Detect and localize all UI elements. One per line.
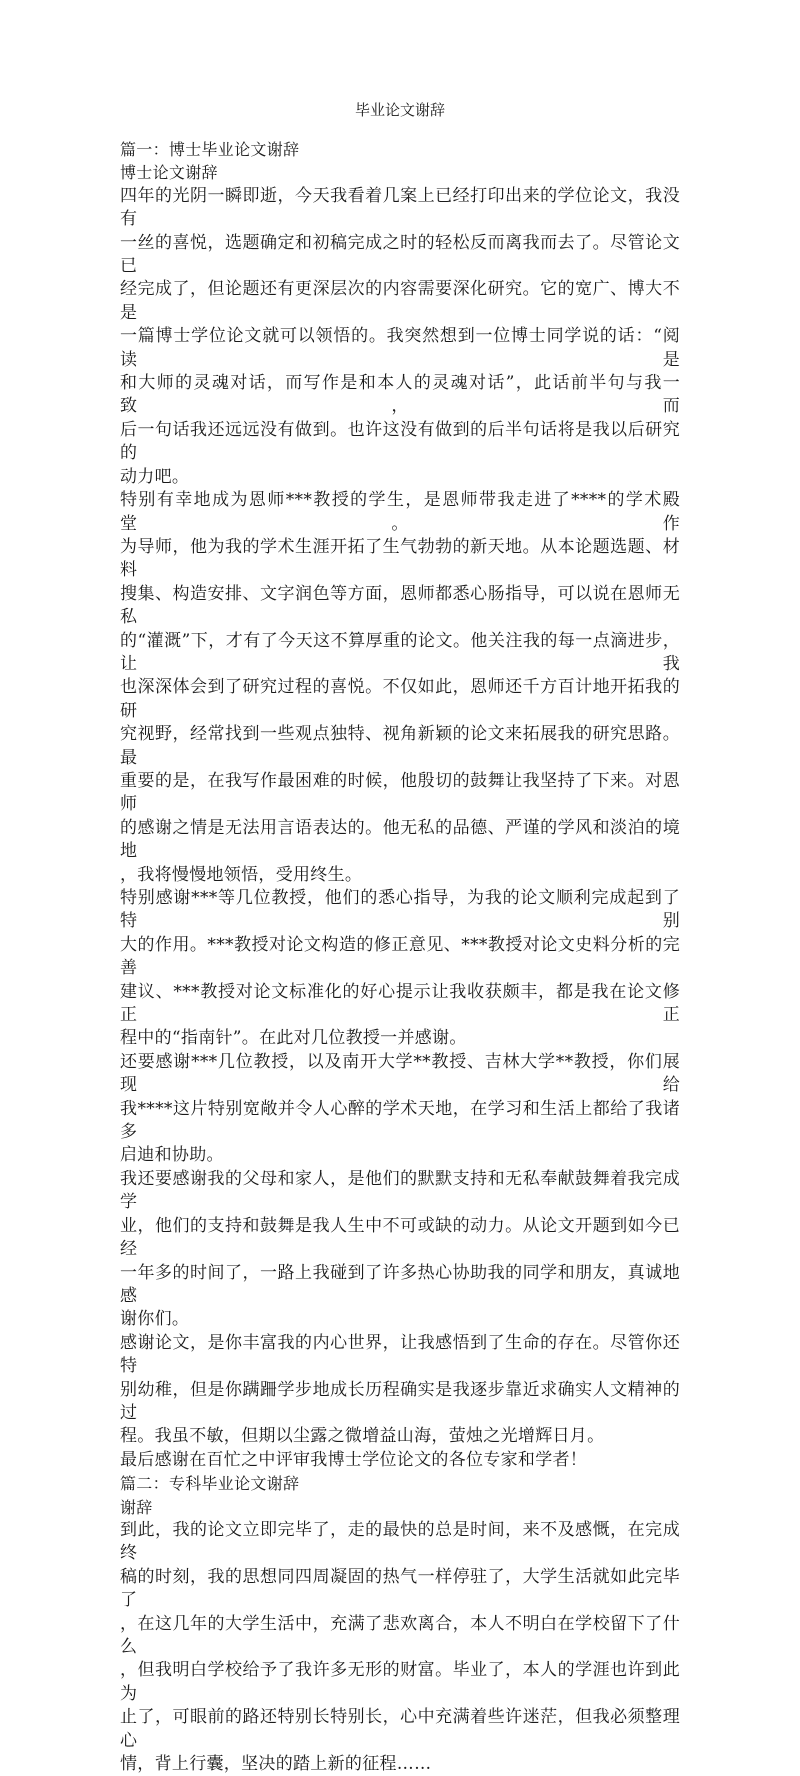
text-line: ，在这几年的大学生活中，充满了悲欢离合，本人不明白在学校留下了什么 (120, 1613, 680, 1657)
text-line: 建议、***教授对论文标准化的好心提示让我收获颇丰，都是我在论文修正正 (120, 981, 680, 1026)
text-line: 业，他们的支持和鼓舞是我人生中不可或缺的动力。从论文开题到如今已经 (120, 1215, 680, 1260)
text-line: 感谢论文，是你丰富我的内心世界，让我感悟到了生命的存在。尽管你还特 (120, 1332, 680, 1377)
text-line: 重要的是，在我写作最困难的时候，他殷切的鼓舞让我坚持了下来。对恩师 (120, 770, 680, 815)
document-body (120, 138, 680, 1776)
text-line: 四年的光阴一瞬即逝，今天我看着几案上已经打印出来的学位论文，我没有 (120, 185, 680, 230)
section-heading: 博士论文谢辞 (120, 163, 218, 183)
text-line: 最后感谢在百忙之中评审我博士学位论文的各位专家和学者！ (120, 1449, 588, 1470)
document-title: 毕业论文谢辞 (354, 101, 445, 119)
text-line: 稿的时刻，我的思想同四周凝固的热气一样停驻了，大学生活就如此完毕了 (120, 1566, 680, 1611)
text-line: 启迪和协助。 (120, 1145, 224, 1166)
text-line: 别幼稚，但是你蹒跚学步地成长历程确实是我逐步靠近求确实人文精神的过 (120, 1379, 680, 1423)
section-heading: 篇一：博士毕业论文谢辞 (120, 140, 300, 159)
text-line: ，我将慢慢地领悟，受用终生。 (120, 864, 363, 885)
text-line: 还要感谢***几位教授，以及南开大学**教授、吉林大学**教授，你们展现给 (120, 1051, 680, 1096)
text-line: 一年多的时间了，一路上我碰到了许多热心协助我的同学和朋友，真诚地感 (120, 1262, 680, 1306)
text-line: 我还要感谢我的父母和家人，是他们的默默支持和无私奉献鼓舞着我完成学 (120, 1168, 680, 1213)
text-line: 究视野，经常找到一些观点独特、视角新颖的论文来拓展我的研究思路。最 (120, 724, 680, 768)
text-line: 到此，我的论文立即完毕了，走的最快的总是时间，来不及感慨，在完成终 (120, 1519, 680, 1564)
text-line: 我****这片特别宽敞并令人心醉的学术天地，在学习和生活上都给了我诸多 (120, 1098, 680, 1143)
text-line: 经完成了，但论题还有更深层次的内容需要深化研究。它的宽广、博大不是 (120, 279, 680, 323)
text-line: 大的作用。***教授对论文构造的修正意见、***教授对论文史料分析的完善 (120, 934, 680, 979)
text-line: ，但我明白学校给予了我许多无形的财富。毕业了，本人的学涯也许到此为 (120, 1660, 680, 1704)
text-line: 后一句话我还远远没有做到。也许这没有做到的后半句话将是我以后研究的 (120, 419, 680, 464)
text-line: 一篇博士学位论文就可以领悟的。我突然想到一位博士同学说的话：“阅读是 (120, 326, 680, 370)
text-line: 程中的“指南针”。在此对几位教授一并感谢。 (120, 1028, 467, 1049)
text-line: 为导师，他为我的学术生涯开拓了生气勃勃的新天地。从本论题选题、材料 (120, 536, 680, 581)
text-line: 的“灌溉”下，才有了今天这不算厚重的论文。他关注我的每一点滴进步，让我 (120, 630, 680, 674)
text-line: 和大师的灵魂对话，而写作是和本人的灵魂对话”，此话前半句与我一致，而 (120, 373, 680, 417)
text-line: 情，背上行囊，坚决的踏上新的征程…… (120, 1754, 432, 1775)
text-line: 一丝的喜悦，选题确定和初稿完成之时的轻松反而离我而去了。尽管论文已 (120, 232, 680, 277)
text-line: 特别有幸地成为恩师***教授的学生，是恩师带我走进了****的学术殿堂。作 (120, 490, 680, 534)
text-line: 止了，可眼前的路还特别长特别长，心中充满着些许迷茫，但我必须整理心 (120, 1707, 680, 1751)
text-line: 谢你们。 (120, 1309, 190, 1330)
text-line: 动力吧。 (120, 466, 190, 487)
text-line: 搜集、构造安排、文字润色等方面，恩师都悉心肠指导，可以说在恩师无私 (120, 583, 680, 628)
text-line: 的感谢之情是无法用言语表达的。他无私的品德、严谨的学风和淡泊的境地 (120, 817, 680, 862)
section-heading: 谢辞 (120, 1497, 153, 1517)
text-line: 程。我虽不敏，但期以尘露之微增益山海，萤烛之光增辉日月。 (120, 1426, 605, 1447)
text-line: 特别感谢***等几位教授，他们的悉心指导，为我的论文顺利完成起到了特别 (120, 888, 680, 932)
section-heading: 篇二：专科毕业论文谢辞 (120, 1474, 300, 1494)
text-line: 也深深体会到了研究过程的喜悦。不仅如此，恩师还千方百计地开拓我的研 (120, 677, 680, 721)
